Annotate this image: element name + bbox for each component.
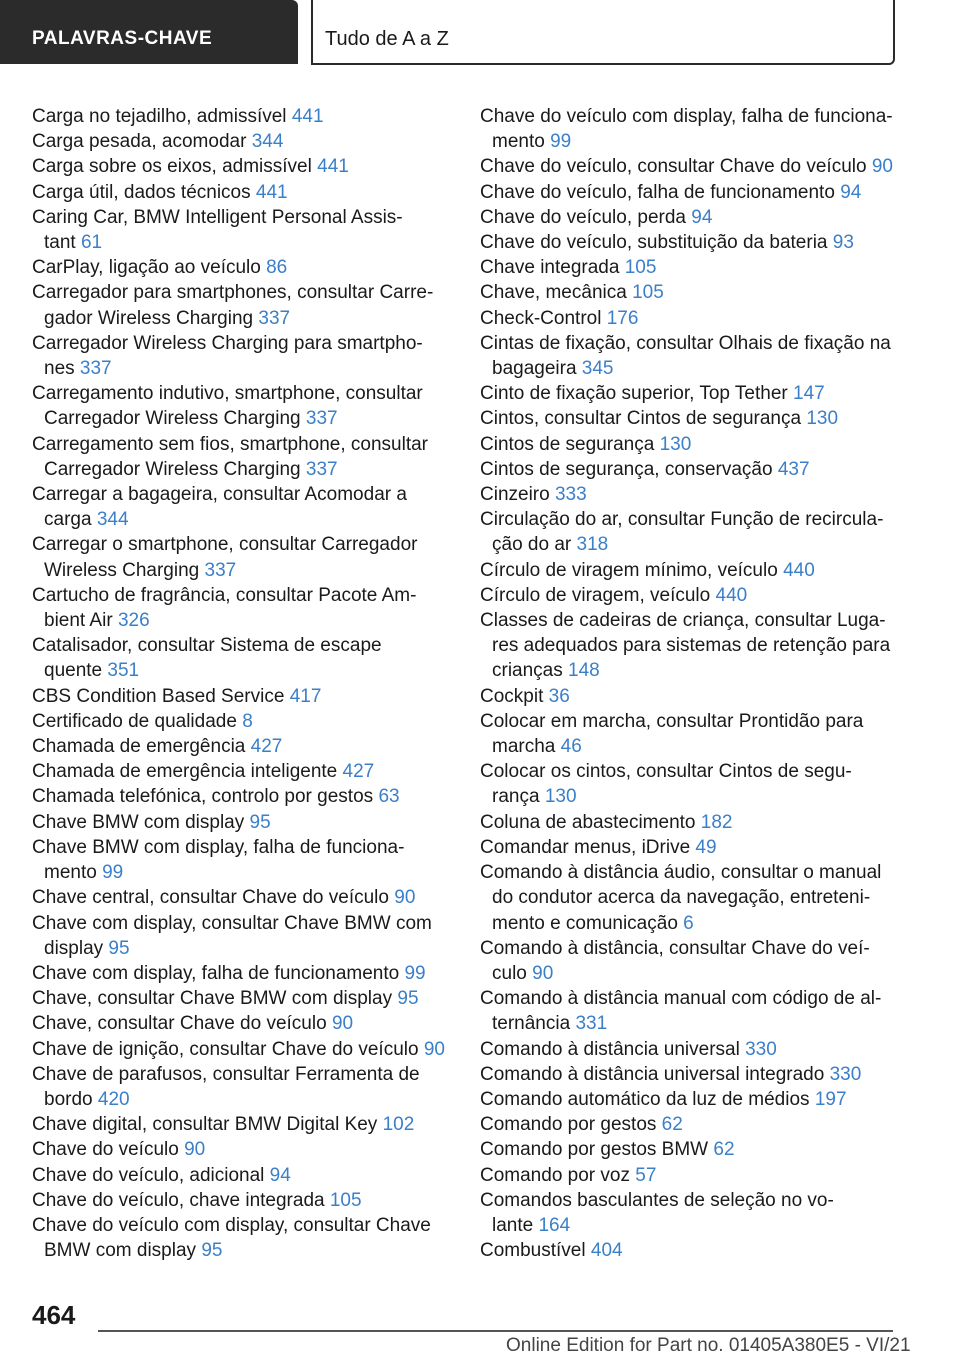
index-entry-text: Carregador para smartphones, consultar Carre- — [32, 282, 434, 304]
page-reference-link[interactable]: 90 — [331, 1013, 354, 1035]
page-reference-link[interactable]: 404 — [590, 1240, 623, 1262]
page-reference-link[interactable]: 99 — [102, 862, 124, 884]
page-reference-link[interactable]: 326 — [117, 610, 150, 632]
index-entry — [480, 255, 900, 280]
index-entry — [32, 810, 452, 835]
page-reference-link[interactable]: 90 — [394, 887, 416, 909]
page-reference-link[interactable]: 330 — [829, 1063, 862, 1085]
index-entry-text: display — [44, 937, 109, 959]
index-entry-text: mento — [492, 131, 551, 153]
index-entry — [480, 1163, 900, 1188]
index-entry — [32, 154, 452, 179]
index-entry-text: Cinzeiro — [480, 484, 555, 506]
index-entry-text: Chamada de emergência inteligente — [32, 761, 343, 783]
index-entry — [480, 1188, 900, 1238]
index-entry — [480, 936, 900, 986]
index-entry — [480, 180, 900, 205]
page-reference-link[interactable]: 427 — [250, 736, 283, 758]
edition-note: Online Edition for Part no. 01405A380E5 - VI/21 — [506, 1335, 911, 1356]
index-entry-text: Cintos, consultar Cintos de segurança — [480, 408, 807, 430]
index-entry-text: bient Air — [44, 610, 118, 632]
index-entry-text: do condutor acerca da navegação, entreteni- — [492, 887, 871, 909]
index-entry — [32, 482, 452, 532]
page-reference-link[interactable]: 337 — [79, 358, 112, 380]
index-entry-text: Cintos de segurança — [480, 433, 660, 455]
index-entry — [32, 684, 452, 709]
index-entry-text: Carga sobre os eixos, admissível — [32, 156, 318, 178]
index-entry — [480, 306, 900, 331]
index-entry — [480, 280, 900, 305]
page-reference-link[interactable]: 318 — [576, 534, 609, 556]
page-reference-link[interactable]: 105 — [624, 257, 657, 279]
page-reference-link[interactable]: 337 — [305, 408, 338, 430]
index-entry-text: Comandos basculantes de seleção no vo- — [480, 1189, 834, 1211]
index-entry-text: Chave de parafusos, consultar Ferramenta de — [32, 1063, 420, 1085]
index-entry-text: Chave central, consultar Chave do veículo — [32, 887, 395, 909]
index-entry — [32, 280, 452, 330]
index-entry — [480, 1062, 900, 1087]
index-entry-text: Colocar os cintos, consultar Cintos de segu- — [480, 761, 852, 783]
page-reference-link[interactable]: 344 — [96, 509, 129, 531]
page-reference-link[interactable]: 95 — [201, 1240, 223, 1262]
index-entry — [32, 1188, 452, 1213]
index-entry-text: Chave do veículo, falha de funcionamento — [480, 181, 841, 203]
index-entry-text: culo — [492, 962, 533, 984]
page-reference-link[interactable]: 337 — [305, 458, 338, 480]
page-reference-link[interactable]: 440 — [715, 584, 748, 606]
page-reference-link[interactable]: 62 — [713, 1139, 735, 1161]
index-entry — [32, 104, 452, 129]
index-entry-text: Chave com display, falha de funcionamento — [32, 962, 405, 984]
index-entry-text: Carregador Wireless Charging para smartpho- — [32, 332, 423, 354]
index-entry-text: Comando por gestos BMW — [480, 1139, 714, 1161]
index-entry — [32, 331, 452, 381]
index-entry-text: Círculo de viragem mínimo, veículo — [480, 559, 784, 581]
index-entry-text: Chave do veículo, chave integrada — [32, 1189, 330, 1211]
index-entry-text: Comando à distância, consultar Chave do veí- — [480, 937, 870, 959]
index-entry-text: carga — [44, 509, 97, 531]
index-entry-text: Chave com display, consultar Chave BMW com — [32, 912, 432, 934]
index-entry — [32, 759, 452, 784]
page-reference-link[interactable]: 344 — [251, 131, 284, 153]
index-entry — [32, 432, 452, 482]
page-reference-link[interactable]: 99 — [550, 131, 572, 153]
index-entry-text: Carregar o smartphone, consultar Carregador — [32, 534, 418, 556]
page-reference-link[interactable]: 148 — [568, 660, 600, 682]
index-entry — [480, 860, 900, 936]
subsection-header — [311, 0, 895, 65]
index-entry-text: Carregamento indutivo, smartphone, consultar — [32, 383, 423, 405]
page-reference-link[interactable]: 337 — [258, 307, 291, 329]
index-entry-text: Comando à distância áudio, consultar o manual — [480, 862, 882, 884]
page-reference-link[interactable]: 197 — [814, 1088, 847, 1110]
page-reference-link[interactable]: 437 — [777, 458, 810, 480]
index-entry — [480, 406, 900, 431]
page-reference-link[interactable]: 94 — [269, 1164, 291, 1186]
index-entry-text: Chave do veículo, perda — [480, 206, 692, 228]
page-reference-link[interactable]: 95 — [249, 811, 271, 833]
index-entry-text: Carga pesada, acomodar — [32, 131, 252, 153]
index-entry-text: Chave digital, consultar BMW Digital Key — [32, 1114, 383, 1136]
page-reference-link[interactable]: 90 — [423, 1038, 445, 1060]
page-reference-link[interactable]: 441 — [291, 106, 324, 127]
index-entry-text: Comando à distância manual com código de al- — [480, 988, 882, 1010]
index-entry-text: crianças — [492, 660, 569, 682]
page-reference-link[interactable]: 176 — [606, 307, 639, 329]
page-reference-link[interactable]: 351 — [107, 660, 140, 682]
page-reference-link[interactable]: 417 — [289, 685, 322, 707]
page-reference-link[interactable]: 46 — [560, 736, 582, 758]
page-number: 464 — [32, 1300, 76, 1330]
index-entry — [480, 205, 900, 230]
index-entry-text: Coluna de abastecimento — [480, 811, 701, 833]
index-entry — [32, 885, 452, 910]
index-entry-text: Carregador Wireless Charging — [44, 408, 306, 430]
index-entry — [480, 608, 900, 684]
index-entry-text: Chave do veículo, adicional — [32, 1164, 270, 1186]
page-reference-link[interactable]: 36 — [548, 685, 570, 707]
index-entry-text: gador Wireless Charging — [44, 307, 259, 329]
index-entry-text: Círculo de viragem, veículo — [480, 584, 716, 606]
index-entry-text: Carregador Wireless Charging — [44, 458, 306, 480]
index-entry — [480, 810, 900, 835]
index-entry — [32, 709, 452, 734]
page-reference-link[interactable]: 330 — [745, 1038, 777, 1060]
index-entry-text: rança — [492, 786, 545, 808]
page-reference-link[interactable]: 345 — [581, 358, 614, 380]
index-entry — [32, 381, 452, 431]
page-reference-link[interactable]: 333 — [554, 484, 587, 506]
index-entry — [32, 1137, 452, 1162]
index-entry-text: res adequados para sistemas de retenção para — [492, 635, 891, 657]
index-entry — [480, 583, 900, 608]
index-entry — [480, 1087, 900, 1112]
section-tab — [0, 0, 298, 64]
index-entry-text: Combustível — [480, 1240, 591, 1262]
page-reference-link[interactable]: 441 — [317, 156, 349, 178]
index-entry — [480, 835, 900, 860]
page-reference-link[interactable]: 94 — [691, 206, 713, 228]
index-entry-text: Comando por voz — [480, 1164, 636, 1186]
index-entry-text: Caring Car, BMW Intelligent Personal Assis- — [32, 206, 403, 228]
index-entry — [480, 432, 900, 457]
index-entry-text: Comando à distância universal — [480, 1038, 746, 1060]
index-entry — [480, 1238, 900, 1263]
page-reference-link[interactable]: 440 — [783, 559, 815, 581]
index-entry-text: Wireless Charging — [44, 559, 205, 581]
page-reference-link[interactable]: 147 — [793, 383, 825, 405]
page-reference-link[interactable]: 57 — [635, 1164, 657, 1186]
index-entry-text: Cintos de segurança, conservação — [480, 458, 778, 480]
page-reference-link[interactable]: 93 — [832, 232, 854, 254]
index-entry — [480, 154, 900, 179]
index-entry — [32, 961, 452, 986]
index-entry — [32, 734, 452, 759]
index-entry-text: tant — [44, 232, 81, 254]
index-entry-text: Cintas de fixação, consultar Olhais de fixação na — [480, 332, 891, 354]
index-entry — [32, 583, 452, 633]
index-entry — [480, 507, 900, 557]
index-entry-text: Chave do veículo, consultar Chave do veículo — [480, 156, 872, 178]
index-entry — [480, 986, 900, 1036]
page-reference-link[interactable]: 182 — [700, 811, 733, 833]
page-reference-link[interactable]: 105 — [632, 282, 664, 304]
footer-divider — [98, 1330, 893, 1332]
index-entry-text: Circulação do ar, consultar Função de recircula- — [480, 509, 884, 531]
page-reference-link[interactable]: 86 — [266, 257, 288, 279]
index-entry — [32, 1037, 452, 1062]
index-entry — [32, 986, 452, 1011]
index-entry-text: Chave, consultar Chave BMW com display — [32, 988, 398, 1010]
index-entry — [480, 482, 900, 507]
index-entry — [32, 205, 452, 255]
index-entry-text: Chave integrada — [480, 257, 625, 279]
index-entry — [480, 684, 900, 709]
page-reference-link[interactable]: 95 — [397, 988, 419, 1010]
page-reference-link[interactable]: 130 — [659, 433, 692, 455]
index-entry-text: Chave do veículo — [32, 1139, 185, 1161]
index-entry-text: Comando automático da luz de médios — [480, 1088, 815, 1110]
page-reference-link[interactable]: 99 — [404, 962, 426, 984]
index-entry — [480, 1137, 900, 1162]
index-entry-text: Catalisador, consultar Sistema de escape — [32, 635, 382, 657]
index-entry — [32, 1011, 452, 1036]
index-entry-text: ternância — [492, 1013, 576, 1035]
index-entry — [32, 180, 452, 205]
index-entry — [32, 784, 452, 809]
index-entry-text: Chave BMW com display, falha de funciona- — [32, 836, 405, 858]
index-entry — [32, 129, 452, 154]
index-entry-text: lante — [492, 1214, 539, 1236]
page-reference-link[interactable]: 420 — [97, 1088, 130, 1110]
page-reference-link[interactable]: 331 — [575, 1013, 608, 1035]
index-entry-text: Chave do veículo com display, consultar Chave — [32, 1214, 431, 1236]
page-reference-link[interactable]: 90 — [184, 1139, 206, 1161]
index-entry — [480, 457, 900, 482]
section-label: PALAVRAS-CHAVE — [32, 28, 213, 49]
page-reference-link[interactable]: 441 — [255, 181, 288, 203]
index-entry — [480, 331, 900, 381]
index-entry — [32, 532, 452, 582]
index-entry-text: Chave do veículo, substituição da bateria — [480, 232, 833, 254]
page-reference-link[interactable]: 63 — [378, 786, 400, 808]
index-entry-text: Chave do veículo com display, falha de funciona- — [480, 106, 893, 127]
index-entry-text: ção do ar — [492, 534, 577, 556]
index-entry — [480, 230, 900, 255]
index-entry-text: Cockpit — [480, 685, 549, 707]
index-entry-text: Chamada de emergência — [32, 736, 251, 758]
index-entry-text: Chave, consultar Chave do veículo — [32, 1013, 332, 1035]
index-entry-text: nes — [44, 358, 80, 380]
page-reference-link[interactable]: 130 — [806, 408, 839, 430]
page-reference-link[interactable]: 337 — [204, 559, 237, 581]
index-entry-text: Check-Control — [480, 307, 607, 329]
page-reference-link[interactable]: 95 — [108, 937, 130, 959]
index-entry-text: Chamada telefónica, controlo por gestos — [32, 786, 379, 808]
index-entry-text: Comandar menus, iDrive — [480, 836, 696, 858]
index-column-right — [480, 104, 900, 1263]
index-entry-text: Carregar a bagageira, consultar Acomodar a — [32, 484, 407, 506]
index-entry-text: Colocar em marcha, consultar Prontidão para — [480, 710, 864, 732]
index-entry — [32, 835, 452, 885]
index-entry — [480, 759, 900, 809]
index-entry-text: CBS Condition Based Service — [32, 685, 290, 707]
index-entry-text: quente — [44, 660, 108, 682]
index-entry — [480, 558, 900, 583]
index-entry — [32, 1062, 452, 1112]
index-entry-text: bordo — [44, 1088, 98, 1110]
index-entry — [32, 1112, 452, 1137]
index-entry — [32, 633, 452, 683]
page-reference-link[interactable]: 90 — [532, 962, 554, 984]
index-entry-text: Chave BMW com display — [32, 811, 250, 833]
index-entry — [32, 255, 452, 280]
index-entry — [480, 709, 900, 759]
index-entry-text: bagageira — [492, 358, 582, 380]
index-entry-text: Cinto de fixação superior, Top Tether — [480, 383, 793, 405]
index-entry-text: Chave de ignição, consultar Chave do veículo — [32, 1038, 424, 1060]
index-entry — [480, 1112, 900, 1137]
index-entry — [32, 911, 452, 961]
page-reference-link[interactable]: 105 — [329, 1189, 362, 1211]
index-entry-text: mento — [44, 862, 103, 884]
page-reference-link[interactable]: 6 — [683, 912, 694, 934]
page-reference-link[interactable]: 49 — [695, 836, 717, 858]
index-entry-text: Carga útil, dados técnicos — [32, 181, 256, 203]
page-reference-link[interactable]: 90 — [871, 156, 893, 178]
index-entry-text: Carga no tejadilho, admissível — [32, 106, 292, 127]
index-entry-text: marcha — [492, 736, 561, 758]
index-entry — [32, 1213, 452, 1263]
index-entry-text: Comando por gestos — [480, 1114, 662, 1136]
page-reference-link[interactable]: 94 — [840, 181, 862, 203]
index-entry-text: Cartucho de fragrância, consultar Pacote Am- — [32, 584, 417, 606]
page-reference-link[interactable]: 102 — [382, 1114, 415, 1136]
subsection-label: Tudo de A a Z — [325, 28, 449, 50]
index-entry-text: Comando à distância universal integrado — [480, 1063, 830, 1085]
page-reference-link[interactable]: 61 — [80, 232, 103, 254]
page-reference-link[interactable]: 130 — [544, 786, 577, 808]
index-entry-text: mento e comunicação — [492, 912, 684, 934]
index-entry-text: Chave, mecânica — [480, 282, 633, 304]
page-reference-link[interactable]: 8 — [242, 710, 253, 732]
page-reference-link[interactable]: 427 — [342, 761, 375, 783]
page-reference-link[interactable]: 164 — [538, 1214, 571, 1236]
index-entry-text: Carregamento sem fios, smartphone, consultar — [32, 433, 429, 455]
index-column-left — [32, 104, 452, 1263]
index-entry — [32, 1163, 452, 1188]
index-entry-text: Certificado de qualidade — [32, 710, 243, 732]
index-entry-text: Classes de cadeiras de criança, consultar Luga- — [480, 610, 886, 632]
index-entry — [480, 1037, 900, 1062]
index-entry-text: CarPlay, ligação ao veículo — [32, 257, 267, 279]
index-entry — [480, 104, 900, 154]
index-entry — [480, 381, 900, 406]
index-entry-text: BMW com display — [44, 1240, 202, 1262]
page-reference-link[interactable]: 62 — [661, 1114, 683, 1136]
